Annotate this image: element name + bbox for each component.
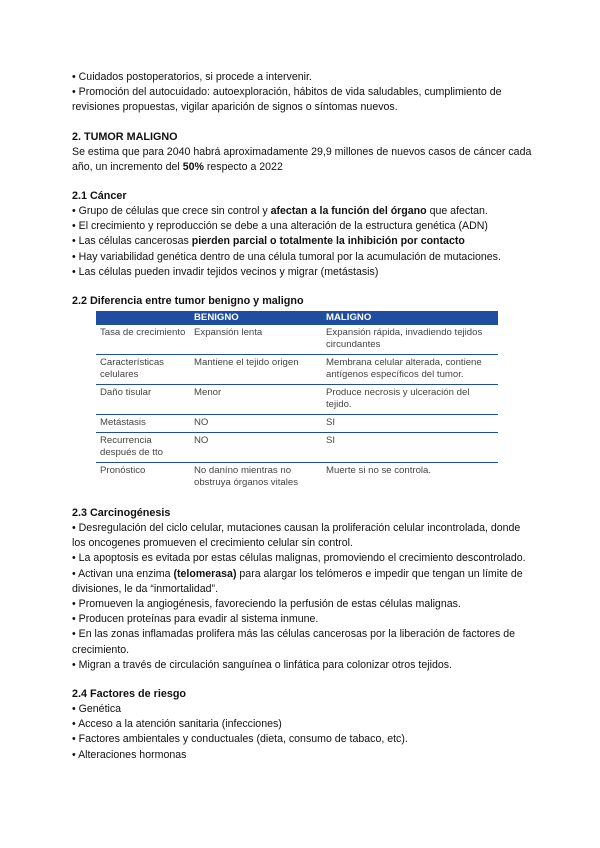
table-cell: Membrana celular alterada, contiene antígenos específicos del tumor. <box>322 355 498 385</box>
table-cell: SI <box>322 415 498 433</box>
table-cell: NO <box>190 433 322 463</box>
table-row <box>96 385 498 415</box>
table-cell: SI <box>322 433 498 463</box>
table-cell: NO <box>190 415 322 433</box>
document-page <box>72 70 532 763</box>
table-row <box>96 463 498 493</box>
table-row <box>96 433 498 463</box>
table-header-cell <box>96 311 190 325</box>
cancer-bullet-1: • Grupo de células que crece sin control y afectan a la función del órgano que afectan. <box>72 205 488 218</box>
table-cell: Características celulares <box>96 355 190 385</box>
table-row <box>96 325 498 355</box>
risk-factor-item: • Alteraciones hormonas <box>72 748 187 761</box>
carcinogenesis-bullet-3: • Activan una enzima (telomerasa) para alargar los telómeros e impedir que tengan un límite de divisiones, le da “inmortalidad”. <box>72 567 523 595</box>
carcinogenesis-bullet-6: • En las zonas inflamadas prolifera más las células cancerosas por la liberación de factores de crecimiento. <box>72 628 515 656</box>
table-header-row <box>96 311 498 325</box>
table-header-cell: BENIGNO <box>190 311 322 325</box>
section-2-title: 2. TUMOR MALIGNO <box>72 130 178 143</box>
table-cell: Muerte si no se controla. <box>326 465 432 477</box>
cancer-bullet-3: • Las células cancerosas pierden parcial o totalmente la inhibición por contacto <box>72 235 465 248</box>
cancer-bullet-4: • Hay variabilidad genética dentro de una célula tumoral por la acumulación de mutaciones. <box>72 250 501 263</box>
comparison-table <box>96 311 498 492</box>
section-2-4-title: 2.4 Factores de riesgo <box>72 688 187 701</box>
carcinogenesis-bullet-1: • Desregulación del ciclo celular, mutaciones causan la proliferación celular incontrolada, donde los oncogenes promueven el crecimiento celular sin control. <box>72 522 521 550</box>
section-2-2-title: 2.2 Diferencia entre tumor benigno y maligno <box>72 295 304 308</box>
cancer-bullet-5: • Las células pueden invadir tejidos vecinos y migrar (metástasis) <box>72 265 379 278</box>
table-cell: Daño tisular <box>96 385 190 415</box>
table-cell: Recurrencia después de tto <box>96 433 190 463</box>
table-cell: Pronóstico <box>100 465 146 477</box>
section-2-1-title: 2.1 Cáncer <box>72 190 127 203</box>
table-cell: No daníno mientras no obstruya órganos vitales <box>194 465 298 489</box>
carcinogenesis-bullet-7: • Migran a través de circulación sanguínea o linfática para colonizar otros tejidos. <box>72 658 452 671</box>
table-cell: Produce necrosis y ulceración del tejido. <box>322 385 498 415</box>
carcinogenesis-bullet-4: • Promueven la angiogénesis, favoreciendo la perfusión de estas células malignas. <box>72 598 461 611</box>
table-cell: Menor <box>190 385 322 415</box>
table-row <box>96 355 498 385</box>
table-cell: Mantiene el tejido origen <box>190 355 322 385</box>
section-2-paragraph: Se estima que para 2040 habrá aproximadamente 29,9 millones de nuevos casos de cáncer cada año, un incremento del 50% respecto a 2022 <box>72 145 532 173</box>
intro-bullet-2: • Promoción del autocuidado: autoexploración, hábitos de vida saludables, cumplimiento de revisiones propuestas, vigilar aparición de signos o síntomas nuevos. <box>72 86 502 114</box>
table-row <box>96 415 498 433</box>
section-2-3-title: 2.3 Carcinogénesis <box>72 507 171 520</box>
table-cell: Metástasis <box>96 415 190 433</box>
carcinogenesis-bullet-5: • Producen proteínas para evadir al sistema inmune. <box>72 613 319 626</box>
risk-factor-item: • Acceso a la atención sanitaria (infecciones) <box>72 718 282 731</box>
cancer-bullet-2: • El crecimiento y reproducción se debe a una alteración de la estructura genética (ADN) <box>72 220 488 233</box>
intro-bullet-1: • Cuidados postoperatorios, si procede a intervenir. <box>72 71 312 83</box>
table-cell: Tasa de crecimiento <box>96 325 190 355</box>
table-cell: Expansión lenta <box>190 325 322 355</box>
risk-factor-item: • Factores ambientales y conductuales (dieta, consumo de tabaco, etc). <box>72 733 408 746</box>
table-header-cell: MALIGNO <box>322 311 498 325</box>
risk-factor-item: • Genética <box>72 703 122 716</box>
carcinogenesis-bullet-2: • La apoptosis es evitada por estas células malignas, promoviendo el crecimiento descontrolado. <box>72 552 526 565</box>
table-cell: Expansión rápida, invadiendo tejidos circundantes <box>322 325 498 355</box>
